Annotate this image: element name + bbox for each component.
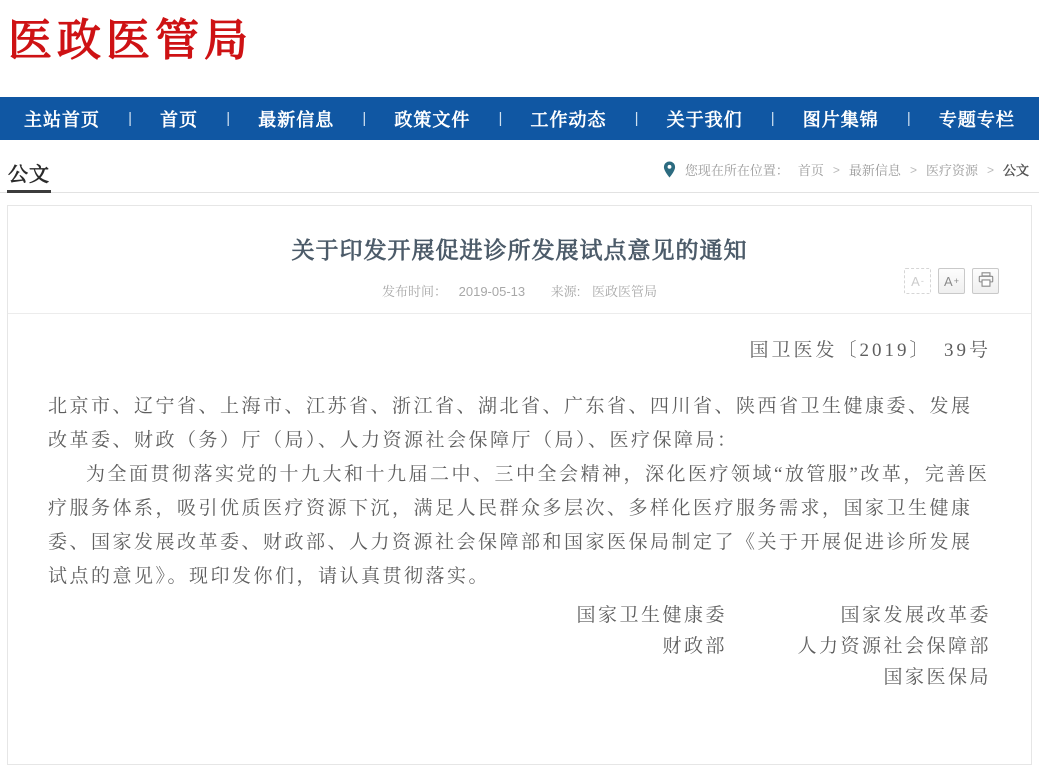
nav-separator: | [770, 110, 775, 127]
breadcrumb-strip [0, 140, 1039, 196]
breadcrumb-separator: > [909, 162, 917, 177]
print-icon [978, 272, 994, 290]
breadcrumb-separator: > [832, 162, 840, 177]
site-header [0, 0, 1039, 97]
nav-item-about-us[interactable]: 关于我们 [666, 109, 743, 130]
signature-row [48, 662, 991, 693]
nav-item-main-home[interactable]: 主站首页 [24, 109, 101, 130]
body-paragraph: 为全面贯彻落实党的十九大和十九届二中、三中全会精神，深化医疗领域“放管服”改革，完善医疗服务体系，吸引优质医疗资源下沉，满足人民群众多层次、多样化医疗服务需求，国家卫生健康委、国家发展改革委、财政部、人力资源社会保障部和国家医保局制定了《关于开展促进诊所发展试点的意见》。现印发你们，请认真贯彻落实。 [48, 464, 990, 587]
nav-item-work-updates[interactable]: 工作动态 [530, 109, 607, 130]
addressees-paragraph: 北京市、辽宁省、上海市、江苏省、浙江省、湖北省、广东省、四川省、陕西省卫生健康委、发展改革委、财政（务）厅（局）、人力资源社会保障厅（局）、医疗保障局： [48, 396, 973, 451]
document-number: 国卫医发〔2019〕 39号 [749, 340, 991, 361]
signature-nhc: 国家卫生健康委 [576, 605, 727, 626]
signatures [48, 600, 991, 693]
divider-line [0, 192, 1039, 193]
breadcrumb-home[interactable]: 首页 [797, 163, 824, 178]
nav-separator: | [128, 110, 133, 127]
signature-row [48, 631, 991, 662]
document-body [8, 314, 1031, 693]
signature-ndrc: 国家发展改革委 [840, 605, 991, 626]
location-pin-icon [663, 161, 676, 178]
article-header [8, 206, 1031, 314]
nav-item-special-topics[interactable]: 专题专栏 [938, 109, 1015, 130]
nav-separator: | [634, 110, 639, 127]
print-button[interactable] [972, 268, 999, 294]
article-card [7, 205, 1032, 765]
site-logo: 医政医管局 [8, 16, 253, 65]
nav-separator: | [906, 110, 911, 127]
signature-nhsa: 国家医保局 [883, 667, 991, 688]
source-value: 医政医管局 [592, 284, 658, 299]
section-title-underline [7, 190, 51, 193]
nav-item-latest-news[interactable]: 最新信息 [258, 109, 335, 130]
publish-date-label: 发布时间： [381, 284, 447, 299]
article-meta [8, 281, 1031, 300]
breadcrumb-current: 公文 [1002, 163, 1029, 178]
nav-separator: | [226, 110, 231, 127]
nav-separator: | [362, 110, 367, 127]
signature-row [48, 600, 991, 631]
breadcrumb-medical-resources[interactable]: 医疗资源 [925, 163, 978, 178]
article-tools [904, 268, 999, 294]
nav-separator: | [498, 110, 503, 127]
section-title: 公文 [8, 164, 50, 186]
signature-mof: 财政部 [662, 636, 727, 657]
source-label: 来源: [550, 284, 581, 299]
publish-date: 2019-05-13 [458, 284, 526, 299]
breadcrumb-separator: > [986, 162, 994, 177]
font-decrease-button[interactable]: A - [904, 268, 931, 294]
signature-empty [48, 662, 727, 693]
font-increase-button[interactable]: A + [938, 268, 965, 294]
article-title: 关于印发开展促进诊所发展试点意见的通知 [291, 237, 748, 263]
signature-mohrss: 人力资源社会保障部 [797, 636, 991, 657]
main-nav [0, 97, 1039, 140]
nav-item-home[interactable]: 首页 [160, 109, 199, 130]
nav-item-policy-documents[interactable]: 政策文件 [394, 109, 471, 130]
breadcrumb-label: 您现在所在位置： [684, 163, 789, 178]
nav-item-photo-gallery[interactable]: 图片集锦 [802, 109, 879, 130]
breadcrumb [663, 160, 1029, 179]
breadcrumb-latest-news[interactable]: 最新信息 [848, 163, 901, 178]
